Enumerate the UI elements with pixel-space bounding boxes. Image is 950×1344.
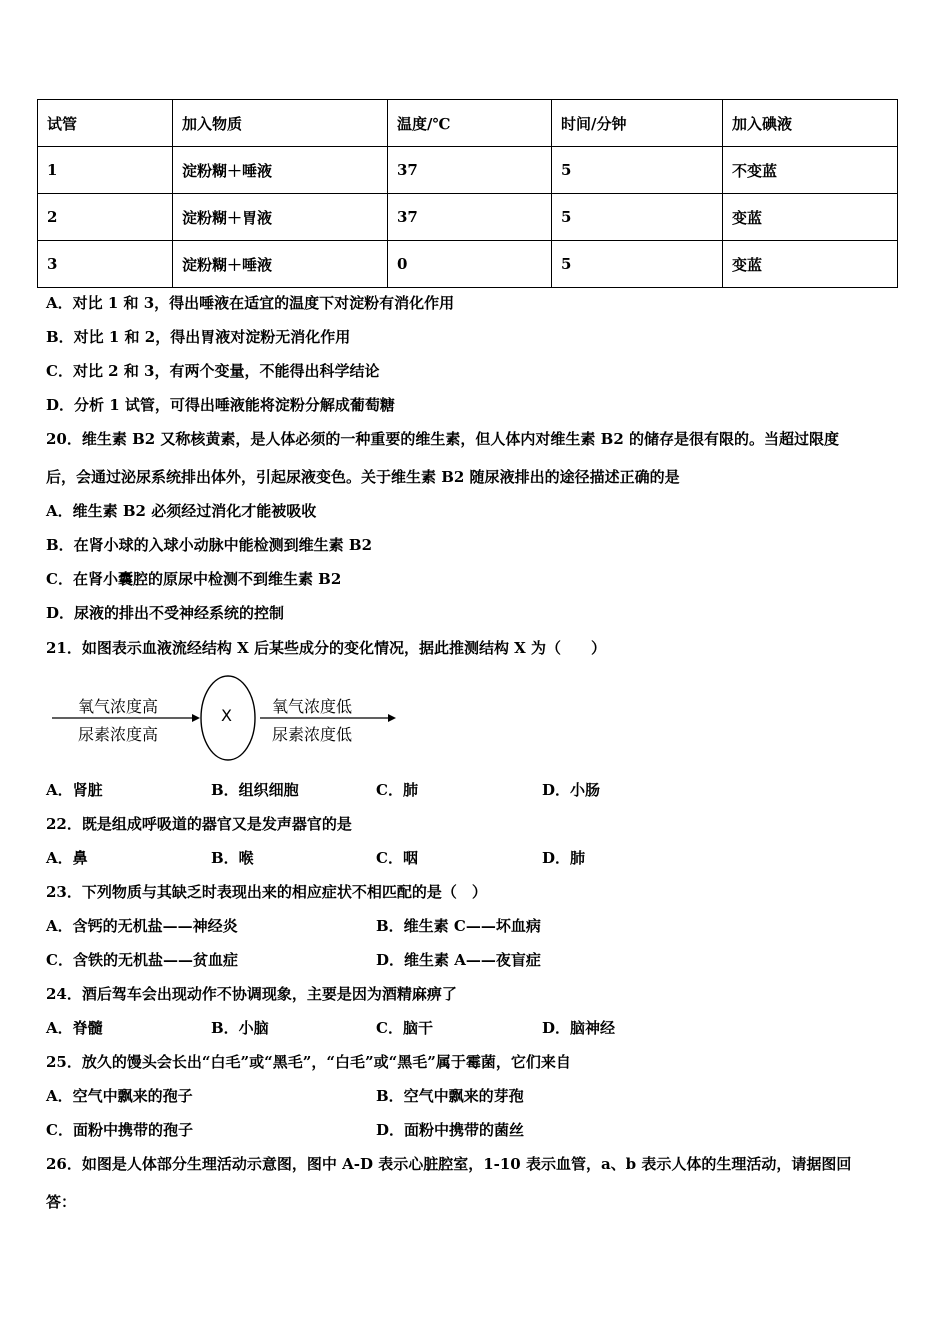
q20-stem-line2: 后，会通过泌尿系统排出体外，引起尿液变色。关于维生素 B2 随尿液排出的途径描述正确的是 bbox=[46, 468, 680, 486]
q23-stem: 23．下列物质与其缺乏时表现出来的相应症状不相匹配的是（ ） bbox=[46, 883, 487, 901]
q19-option-c: C．对比 2 和 3，有两个变量，不能得出科学结论 bbox=[46, 362, 380, 380]
q22-option-d: D．肺 bbox=[542, 849, 586, 867]
table-cell: 37 bbox=[388, 147, 552, 194]
diagram-structure-x: X bbox=[221, 706, 232, 725]
q23-options-row1 bbox=[46, 915, 906, 937]
q19-option-a: A．对比 1 和 3，得出唾液在适宜的温度下对淀粉有消化作用 bbox=[46, 294, 455, 312]
table-cell: 1 bbox=[38, 147, 173, 194]
table-cell: 5 bbox=[552, 194, 723, 241]
q23-option-a: A．含钙的无机盐——神经炎 bbox=[46, 917, 238, 935]
table-header-cell: 加入物质 bbox=[173, 100, 388, 147]
q21-option-d: D．小肠 bbox=[542, 781, 601, 799]
q23-option-b: B．维生素 C——坏血病 bbox=[376, 917, 541, 935]
table-header-cell: 时间/分钟 bbox=[552, 100, 723, 147]
diagram-right-bottom-label: 尿素浓度低 bbox=[272, 725, 353, 744]
q21-stem: 21．如图表示血液流经结构 X 后某些成分的变化情况，据此推测结构 X 为（ ） bbox=[46, 639, 607, 657]
q22-option-b: B．喉 bbox=[211, 849, 254, 867]
q23-option-d: D．维生素 A——夜盲症 bbox=[376, 951, 541, 969]
table-cell: 3 bbox=[38, 241, 173, 288]
q24-option-a: A．脊髓 bbox=[46, 1019, 103, 1037]
table-cell: 淀粉糊＋胃液 bbox=[173, 194, 388, 241]
table-cell: 淀粉糊＋唾液 bbox=[173, 147, 388, 194]
table-header-cell: 温度/℃ bbox=[388, 100, 552, 147]
q26-stem-line1: 26．如图是人体部分生理活动示意图，图中 A-D 表示心脏腔室，1-10 表示血管，a、b 表示人体的生理活动，请据图回 bbox=[46, 1155, 852, 1173]
table-row bbox=[38, 147, 898, 194]
q21-option-b: B．组织细胞 bbox=[211, 781, 299, 799]
table-cell: 37 bbox=[388, 194, 552, 241]
diagram-left-top-label: 氧气浓度高 bbox=[78, 697, 159, 716]
q20-option-a: A．维生素 B2 必须经过消化才能被吸收 bbox=[46, 502, 317, 520]
q21-options bbox=[46, 779, 906, 801]
q20-option-c: C．在肾小囊腔的原尿中检测不到维生素 B2 bbox=[46, 570, 342, 588]
q21-diagram bbox=[50, 672, 410, 764]
q22-option-a: A．鼻 bbox=[46, 849, 88, 867]
q24-option-c: C．脑干 bbox=[376, 1019, 433, 1037]
q19-option-d: D．分析 1 试管，可得出唾液能将淀粉分解成葡萄糖 bbox=[46, 396, 395, 414]
q25-option-d: D．面粉中携带的菌丝 bbox=[376, 1121, 525, 1139]
q24-stem: 24．酒后驾车会出现动作不协调现象，主要是因为酒精麻痹了 bbox=[46, 985, 457, 1003]
table-cell: 5 bbox=[552, 241, 723, 288]
experiment-table bbox=[37, 99, 898, 288]
q19-option-b: B．对比 1 和 2，得出胃液对淀粉无消化作用 bbox=[46, 328, 351, 346]
table-cell: 不变蓝 bbox=[723, 147, 898, 194]
q24-options bbox=[46, 1017, 906, 1039]
q24-option-d: D．脑神经 bbox=[542, 1019, 616, 1037]
q22-stem: 22．既是组成呼吸道的器官又是发声器官的是 bbox=[46, 815, 352, 833]
diagram-left-bottom-label: 尿素浓度高 bbox=[78, 725, 159, 744]
table-cell: 0 bbox=[388, 241, 552, 288]
q20-option-d: D．尿液的排出不受神经系统的控制 bbox=[46, 604, 285, 622]
table-row bbox=[38, 241, 898, 288]
q25-options-row2 bbox=[46, 1119, 906, 1141]
table-cell: 5 bbox=[552, 147, 723, 194]
q22-options bbox=[46, 847, 906, 869]
q25-stem: 25．放久的馒头会长出“白毛”或“黑毛”，“白毛”或“黑毛”属于霉菌，它们来自 bbox=[46, 1053, 571, 1071]
table-row bbox=[38, 194, 898, 241]
q25-options-row1 bbox=[46, 1085, 906, 1107]
table-header-cell: 试管 bbox=[38, 100, 173, 147]
q21-option-a: A．肾脏 bbox=[46, 781, 103, 799]
table-cell: 淀粉糊＋唾液 bbox=[173, 241, 388, 288]
table-header-cell: 加入碘液 bbox=[723, 100, 898, 147]
q25-option-c: C．面粉中携带的孢子 bbox=[46, 1121, 193, 1139]
q22-option-c: C．咽 bbox=[376, 849, 418, 867]
table-cell: 变蓝 bbox=[723, 241, 898, 288]
q25-option-b: B．空气中飘来的芽孢 bbox=[376, 1087, 524, 1105]
q24-option-b: B．小脑 bbox=[211, 1019, 269, 1037]
q21-option-c: C．肺 bbox=[376, 781, 418, 799]
diagram-right-top-label: 氧气浓度低 bbox=[272, 697, 353, 716]
q23-option-c: C．含铁的无机盐——贫血症 bbox=[46, 951, 238, 969]
q20-option-b: B．在肾小球的入球小动脉中能检测到维生素 B2 bbox=[46, 536, 373, 554]
table-cell: 2 bbox=[38, 194, 173, 241]
table-header-row bbox=[38, 100, 898, 147]
q26-stem-line2: 答： bbox=[46, 1193, 77, 1211]
q23-options-row2 bbox=[46, 949, 906, 971]
q25-option-a: A．空气中飘来的孢子 bbox=[46, 1087, 193, 1105]
table-cell: 变蓝 bbox=[723, 194, 898, 241]
q20-stem-line1: 20．维生素 B2 又称核黄素，是人体必须的一种重要的维生素，但人体内对维生素 B2 的储存是很有限的。当超过限度 bbox=[46, 430, 839, 448]
